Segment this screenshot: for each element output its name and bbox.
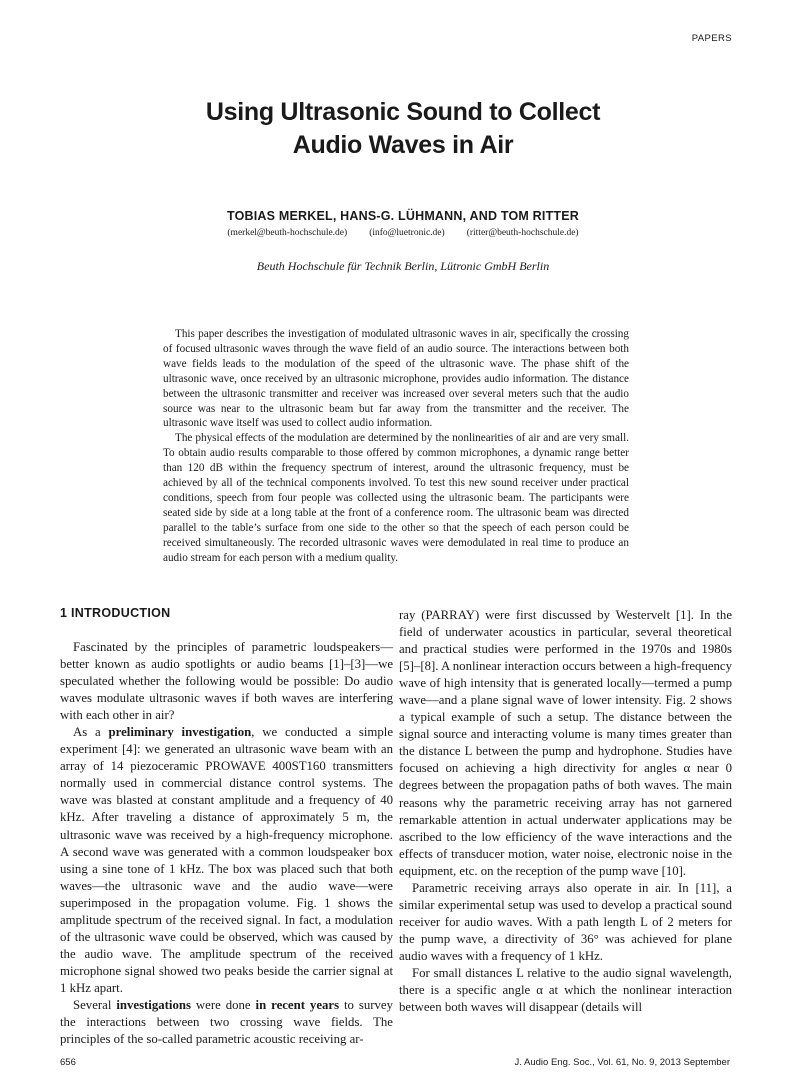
body-paragraph: For small distances L relative to the audio signal wavelength, there is a specific angle α at which the nonlinear interaction between both waves will disappear (details will <box>399 965 732 1015</box>
section-heading: 1 INTRODUCTION <box>60 606 171 620</box>
author-list: TOBIAS MERKEL, HANS-G. LÜHMANN, AND TOM RITTER <box>226 209 580 223</box>
affiliation: Beuth Hochschule für Technik Berlin, Lütronic GmbH Berlin <box>256 259 550 273</box>
body-column-left <box>60 605 393 1048</box>
title-line-1: Using Ultrasonic Sound to Collect <box>205 98 601 126</box>
page-number: 656 <box>60 1057 76 1068</box>
abstract <box>163 327 629 566</box>
abstract-paragraph: The physical effects of the modulation are determined by the nonlinearities of air and are very small. To obtain audio results comparable to those offered by common microphones, a dynamic range better than 120 dB within the frequency spectrum of interest, around the ultrasonic frequency, must be achieved by all of the technical components involved. To test this new sound receiver under practical conditions, speech from four people was collected using the ultrasonic beam. The participants were seated side by side at a long table at the front of a conference room. The ultrasonic beam was directed parallel to the table’s surface from one side to the other so that the speech of each person could be received simultaneously. The recorded ultrasonic waves were demodulated in real time to produce an audio stream for each person with a medium quality. <box>163 432 629 564</box>
journal-reference: J. Audio Eng. Soc., Vol. 61, No. 9, 2013 September <box>514 1057 730 1068</box>
body-paragraph: Parametric receiving arrays also operate in air. In [11], a similar experimental setup was used to develop a practical sound receiver for audio waves. With a path length L of 2 meters for the pump wave, a directivity of 36° was achieved for plane audio waves with a frequency of 1 kHz. <box>399 880 732 963</box>
body-paragraph: Fascinated by the principles of parametric loudspeakers—better known as audio spotlights or audio beams [1]–[3]—we speculated whether the following would be possible: Do audio waves modulate ultrasonic waves if both waves are interfering with each other in air? <box>60 640 393 723</box>
text-run: As a <box>73 725 109 740</box>
title-line-2: Audio Waves in Air <box>292 131 514 159</box>
author-email: (info@luetronic.de) <box>369 228 445 238</box>
text-run: , we conducted a simple experiment [4]: we generated an ultrasonic wave beam with an array of 14 piezoceramic PROWAVE 400ST160 transmitters normally used in commercial distance control systems. The wave was blasted at constant amplitude and a frequency of 40 kHz. After traveling a distance of approximately 5 m, the ultrasonic wave was received by a high-frequency microphone. A second wave was generated with a common loudspeaker box using a sine tone of 1 kHz. The box was placed such that both waves—the ultrasonic wave and the audio wave—were superimposed in the propagation volume. Fig. 1 shows the amplitude spectrum of the received signal. In fact, a modulation of the ultrasonic wave could be observed, which was caused by the audio wave. The amplitude spectrum of the received microphone signal showed two peaks beside the carrier signal at 1 kHz apart. <box>60 725 393 995</box>
author-email: (ritter@beuth-hochschule.de) <box>466 228 579 238</box>
author-email: (merkel@beuth-hochschule.de) <box>227 228 348 238</box>
paper-title <box>0 96 806 162</box>
bold-phrase: preliminary investigation <box>108 725 252 740</box>
abstract-paragraph: This paper describes the investigation of modulated ultrasonic waves in air, specifically the crossing of focused ultrasonic waves through the wave field of an audio source. The interactions between both wave fields leads to the modulation of the speed of the ultrasonic wave. The phase shift of the ultrasonic wave, once received by an ultrasonic microphone, provides audio information. The distance between the ultrasonic transmitter and receiver was increased over several meters such that the audio source was near to the ultrasonic beam but far away from the transmitter and the receiver. The ultrasonic wave itself was used to collect audio information. <box>163 328 629 430</box>
body-column-right <box>399 607 732 1016</box>
text-run: to survey the interactions between two crossing wave fields. The principles of the so-called parametric acoustic receiving ar- <box>60 997 393 1047</box>
section-label: PAPERS <box>691 33 732 44</box>
body-paragraph <box>60 997 393 1048</box>
bold-phrase: in recent years <box>255 997 340 1012</box>
text-run: Several <box>73 997 117 1012</box>
bold-phrase: investigations <box>116 997 191 1012</box>
body-paragraph: ray (PARRAY) were first discussed by Westervelt [1]. In the field of underwater acoustics in particular, several theoretical and practical studies were performed in the 1970s and 1980s [5]–[8]. A nonlinear interaction occurs between a high-frequency wave of high intensity that is generated locally—termed a pump wave—and a plane signal wave of lower intensity. Fig. 2 shows a typical example of such a setup. The distance between the signal source and interacting volume is many times greater than the distance L between the pump and hydrophone. Studies have focused on achieving a high directivity for angles α near 0 degrees between the propagation paths of both waves. The main reasons why the parametric receiving array has not garnered remarkable attention in actual underwater applications may be ascribed to the low efficiency of the wave interactions and the effects of transducer motion, water noise, electronic noise in the equipment, etc. on the reception of the pump wave [10]. <box>399 608 732 878</box>
author-emails <box>0 228 806 238</box>
body-paragraph <box>60 724 393 997</box>
text-run: were done <box>190 997 256 1012</box>
